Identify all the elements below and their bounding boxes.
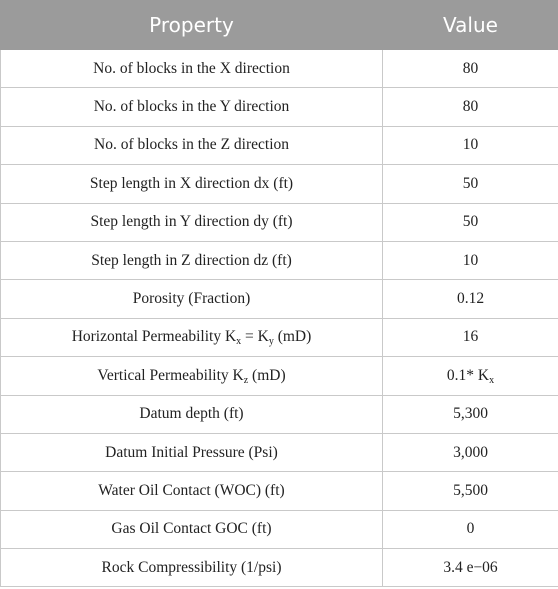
property-cell: Water Oil Contact (WOC) (ft) [1, 472, 383, 510]
value-cell: 50 [383, 165, 558, 203]
property-cell: No. of blocks in the Z direction [1, 126, 383, 164]
value-cell: 10 [383, 241, 558, 279]
value-cell: 0.12 [383, 280, 558, 318]
value-text: 0.1* K [446, 366, 490, 384]
property-cell [1, 357, 383, 395]
value-cell [383, 357, 558, 395]
value-cell: 5,300 [383, 395, 558, 433]
table-row [1, 50, 558, 88]
value-cell: 16 [383, 318, 558, 356]
property-text: (mD) [248, 366, 286, 384]
header-property: Property [1, 1, 383, 50]
subscript-y: y [268, 336, 274, 348]
value-cell: 3.4 e−06 [383, 549, 558, 587]
table-row [1, 395, 558, 433]
property-cell: Datum Initial Pressure (Psi) [1, 433, 383, 471]
value-cell: 50 [383, 203, 558, 241]
table-row [1, 433, 558, 471]
property-cell: Gas Oil Contact GOC (ft) [1, 510, 383, 548]
value-cell: 80 [383, 88, 558, 126]
value-cell: 5,500 [383, 472, 558, 510]
property-cell: Step length in X direction dx (ft) [1, 165, 383, 203]
value-cell: 10 [383, 126, 558, 164]
header-value: Value [383, 1, 558, 50]
property-text: = K [241, 328, 269, 346]
property-cell: Porosity (Fraction) [1, 280, 383, 318]
property-text: Horizontal Permeability K [71, 328, 237, 346]
header-row [1, 1, 558, 50]
table-header [1, 1, 558, 50]
property-text: Vertical Permeability K [97, 366, 244, 384]
table-row [1, 203, 558, 241]
property-cell: No. of blocks in the Y direction [1, 88, 383, 126]
subscript-z: z [243, 374, 249, 386]
value-cell: 80 [383, 50, 558, 88]
table-row [1, 165, 558, 203]
table-row [1, 510, 558, 548]
subscript-x: x [489, 374, 495, 386]
property-cell: Rock Compressibility (1/psi) [1, 549, 383, 587]
value-cell: 3,000 [383, 433, 558, 471]
table-row [1, 549, 558, 587]
table-row [1, 280, 558, 318]
table-row [1, 88, 558, 126]
table-row [1, 357, 558, 395]
property-cell: No. of blocks in the X direction [1, 50, 383, 88]
table-body [1, 50, 558, 587]
table-row [1, 241, 558, 279]
property-cell: Step length in Y direction dy (ft) [1, 203, 383, 241]
property-cell [1, 318, 383, 356]
table-row [1, 472, 558, 510]
table-row [1, 318, 558, 356]
property-text: (mD) [273, 328, 312, 346]
subscript-x: x [236, 336, 242, 348]
property-cell: Datum depth (ft) [1, 395, 383, 433]
property-cell: Step length in Z direction dz (ft) [1, 241, 383, 279]
value-cell: 0 [383, 510, 558, 548]
table-row [1, 126, 558, 164]
